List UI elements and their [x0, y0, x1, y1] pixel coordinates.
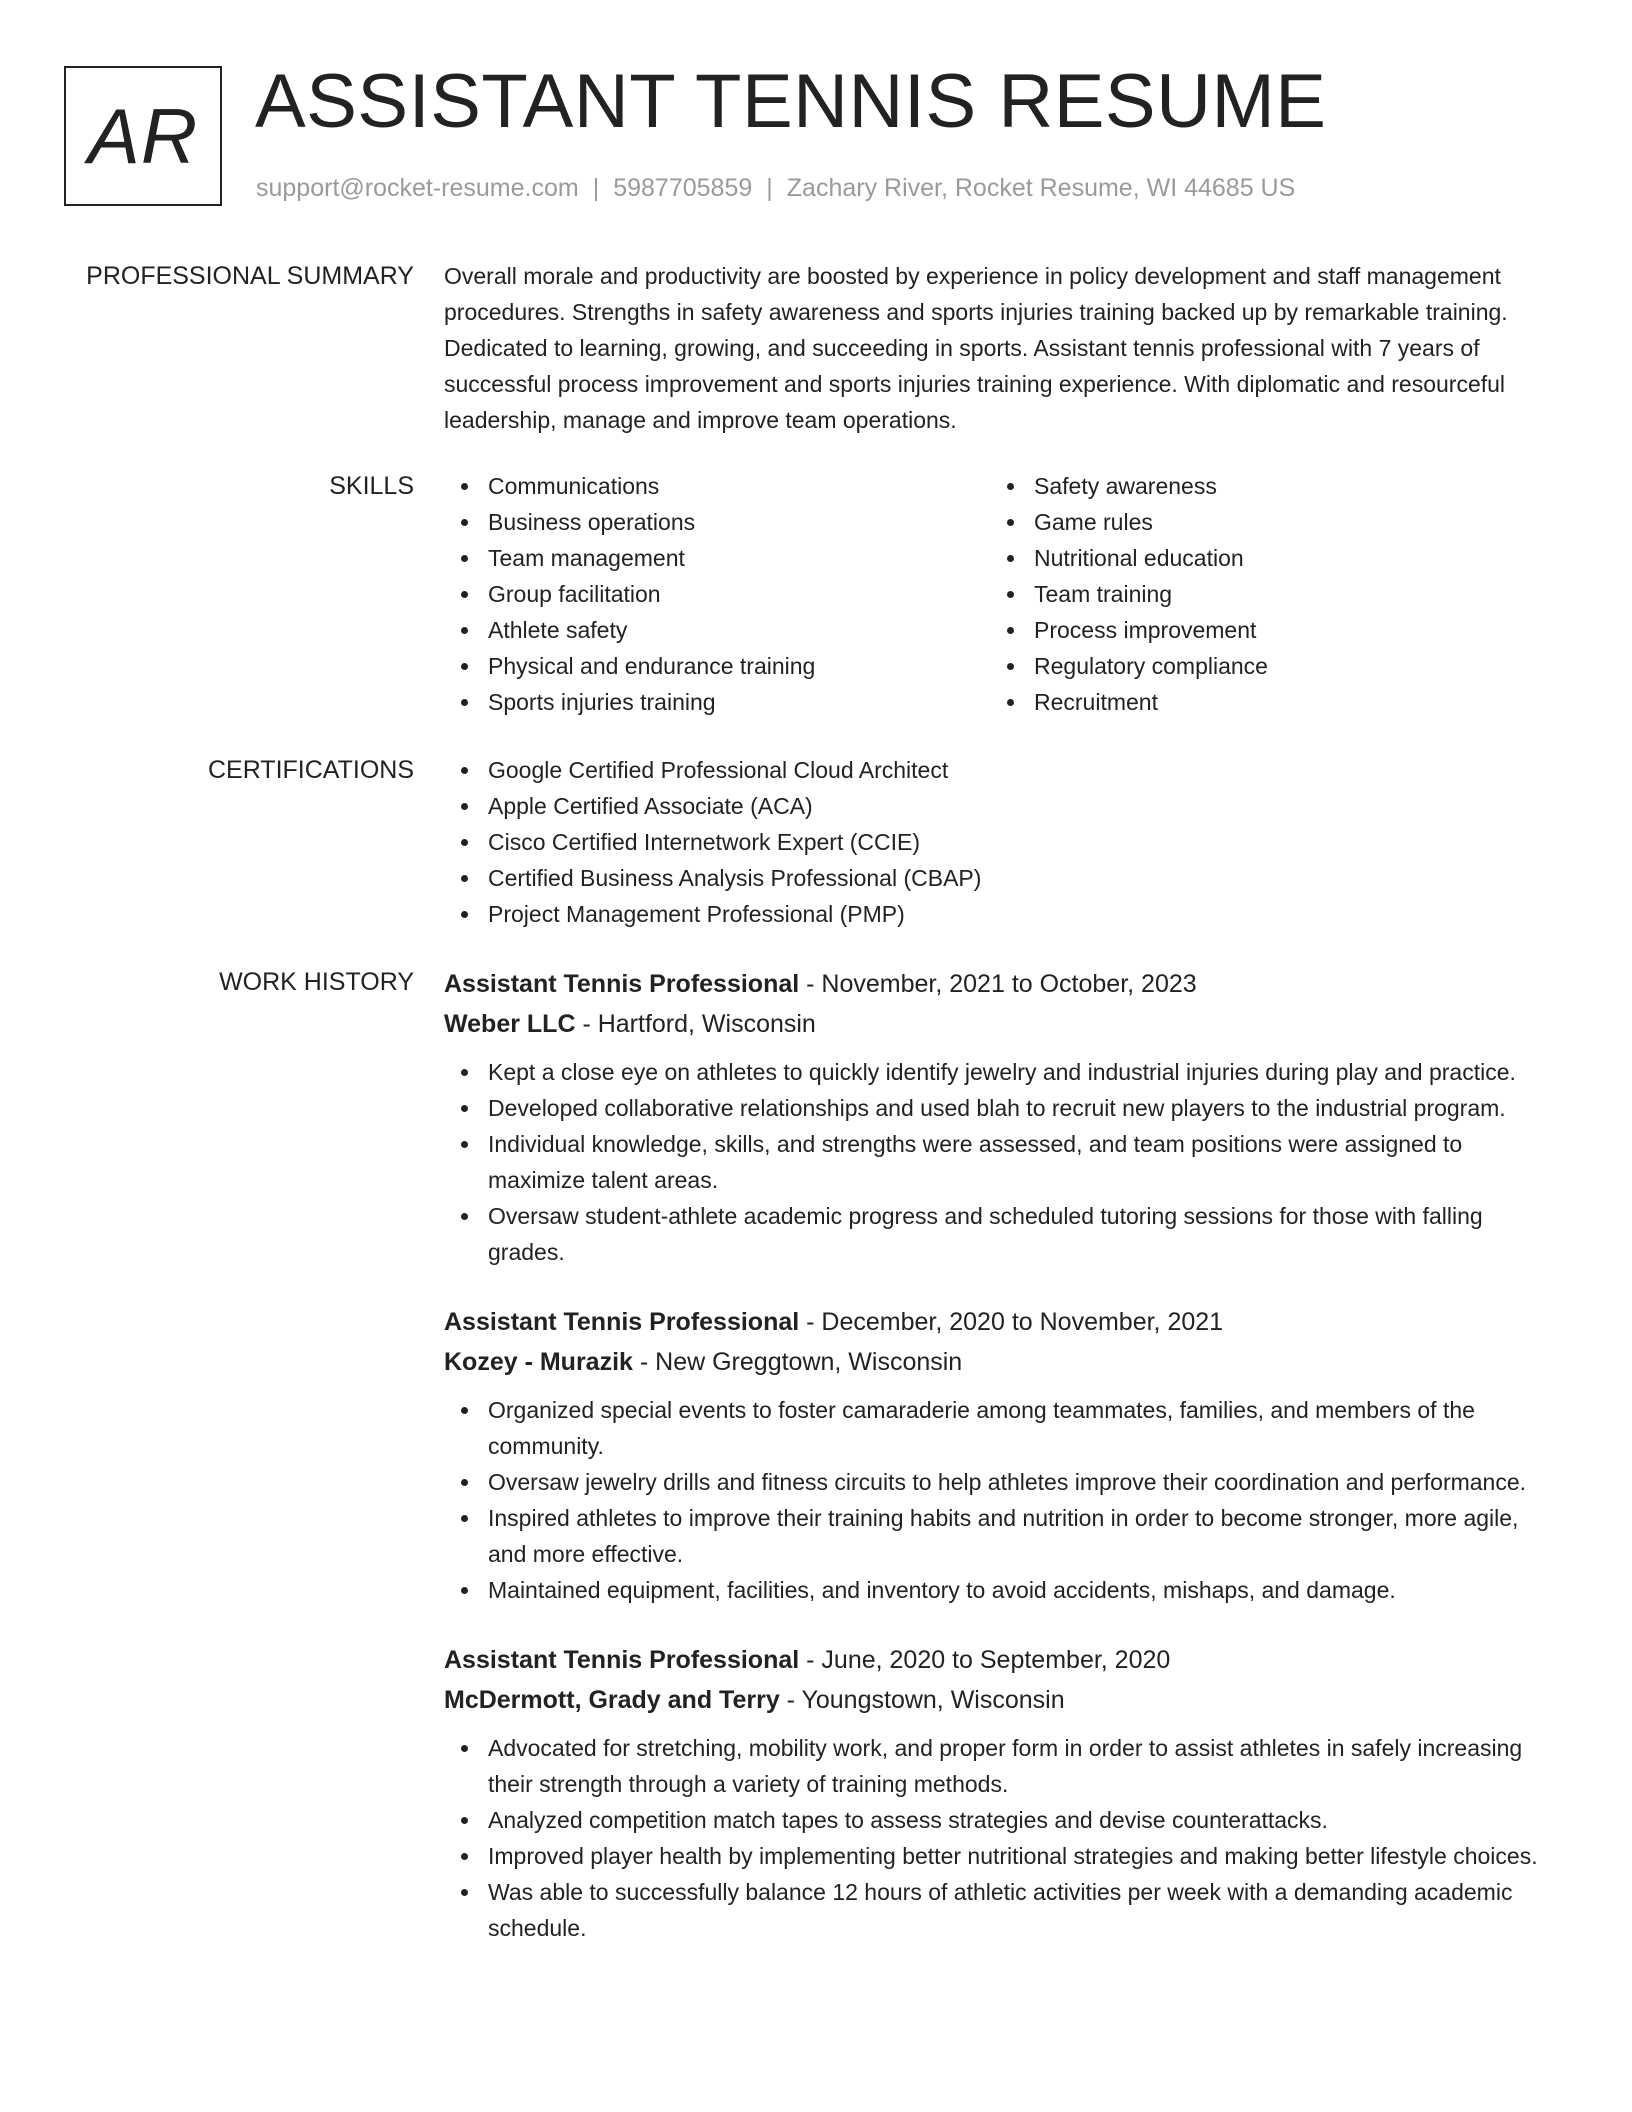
- job-title: Assistant Tennis Professional: [444, 1308, 800, 1336]
- skills-right-list: [990, 468, 1536, 720]
- job-company: Kozey - Murazik: [444, 1348, 633, 1376]
- resume-title: ASSISTANT TENNIS RESUME: [255, 59, 1327, 144]
- monogram-badge: AR: [64, 66, 222, 206]
- contact-email[interactable]: support@rocket-resume.com: [256, 174, 579, 202]
- contact-line: [256, 174, 1295, 203]
- job-duty-item: Analyzed competition match tapes to assess strategies and devise counterattacks.: [444, 1802, 1559, 1838]
- certification-item: Cisco Certified Internetwork Expert (CCIE): [444, 824, 1559, 860]
- job-duty-item: Advocated for stretching, mobility work, and proper form in order to assist athletes in safely increasing their strength through a variety of training methods.: [444, 1730, 1559, 1802]
- job-duties-list: [444, 1730, 1559, 1946]
- job-duties-list: [444, 1054, 1559, 1270]
- skill-item: Athlete safety: [444, 612, 990, 648]
- job-dates: - June, 2020 to September, 2020: [799, 1646, 1171, 1674]
- job-duty-item: Developed collaborative relationships and used blah to recruit new players to the industrial program.: [444, 1090, 1559, 1126]
- job-duty-item: Kept a close eye on athletes to quickly identify jewelry and industrial injuries during play and practice.: [444, 1054, 1559, 1090]
- skill-item: Team management: [444, 540, 990, 576]
- section-label-work-history: WORK HISTORY: [219, 968, 414, 996]
- job-company-line: [444, 1680, 1559, 1720]
- certification-item: Certified Business Analysis Professional (CBAP): [444, 860, 1559, 896]
- skill-item: Team training: [990, 576, 1536, 612]
- skill-item: Recruitment: [990, 684, 1536, 720]
- job-company-line: [444, 1004, 1559, 1044]
- job-duty-item: Organized special events to foster camaraderie among teammates, families, and members of the community.: [444, 1392, 1559, 1464]
- job-location: - New Greggtown, Wisconsin: [632, 1348, 963, 1376]
- job-entry: [444, 1640, 1559, 1946]
- work-history-body: [444, 964, 1559, 1978]
- job-dates: - December, 2020 to November, 2021: [799, 1308, 1224, 1336]
- summary-text: Overall morale and productivity are boosted by experience in policy development and staff management procedures. Strengths in safety awareness and sports injuries training backed up by remarkable training. Dedicated to learning, growing, and succeeding in sports. Assistant tennis professional with 7 years of successful process improvement and sports injuries training experience. With diplomatic and resourceful leadership, manage and improve team operations.: [444, 263, 1508, 433]
- job-title-line: [444, 964, 1559, 1004]
- certifications-list: [444, 752, 1559, 932]
- skill-item: Game rules: [990, 504, 1536, 540]
- job-company: Weber LLC: [444, 1010, 576, 1038]
- section-label-certifications: CERTIFICATIONS: [207, 756, 414, 784]
- skill-item: Business operations: [444, 504, 990, 540]
- job-title-line: [444, 1302, 1559, 1342]
- job-title: Assistant Tennis Professional: [444, 970, 800, 998]
- contact-phone[interactable]: 5987705859: [613, 174, 753, 202]
- job-title-line: [444, 1640, 1559, 1680]
- contact-separator: |: [766, 174, 773, 202]
- certification-item: Project Management Professional (PMP): [444, 896, 1559, 932]
- contact-address: Zachary River, Rocket Resume, WI 44685 US: [786, 174, 1296, 202]
- job-duty-item: Was able to successfully balance 12 hours of athletic activities per week with a demanding academic schedule.: [444, 1874, 1559, 1946]
- job-entry: [444, 1302, 1559, 1608]
- job-entry: [444, 964, 1559, 1270]
- job-company: McDermott, Grady and Terry: [444, 1686, 780, 1714]
- section-label-skills: SKILLS: [329, 472, 414, 500]
- job-duties-list: [444, 1392, 1559, 1608]
- skill-item: Process improvement: [990, 612, 1536, 648]
- job-duty-item: Maintained equipment, facilities, and inventory to avoid accidents, mishaps, and damage.: [444, 1572, 1559, 1608]
- section-label-summary: PROFESSIONAL SUMMARY: [86, 262, 414, 290]
- skills-left-list: [444, 468, 990, 720]
- job-dates: - November, 2021 to October, 2023: [799, 970, 1197, 998]
- skill-item: Communications: [444, 468, 990, 504]
- certifications-body: [444, 752, 1559, 932]
- skill-item: Physical and endurance training: [444, 648, 990, 684]
- job-duty-item: Oversaw jewelry drills and fitness circuits to help athletes improve their coordination and performance.: [444, 1464, 1559, 1500]
- skill-item: Nutritional education: [990, 540, 1536, 576]
- skill-item: Safety awareness: [990, 468, 1536, 504]
- skills-body: [444, 468, 1559, 720]
- summary-body: [444, 258, 1559, 438]
- job-duty-item: Improved player health by implementing better nutritional strategies and making better lifestyle choices.: [444, 1838, 1559, 1874]
- skill-item: Regulatory compliance: [990, 648, 1536, 684]
- job-duty-item: Individual knowledge, skills, and strengths were assessed, and team positions were assigned to maximize talent areas.: [444, 1126, 1559, 1198]
- job-company-line: [444, 1342, 1559, 1382]
- job-duty-item: Oversaw student-athlete academic progress and scheduled tutoring sessions for those with falling grades.: [444, 1198, 1559, 1270]
- contact-separator: |: [592, 174, 600, 202]
- certification-item: Apple Certified Associate (ACA): [444, 788, 1559, 824]
- job-location: - Hartford, Wisconsin: [575, 1010, 816, 1038]
- certification-item: Google Certified Professional Cloud Architect: [444, 752, 1559, 788]
- job-duty-item: Inspired athletes to improve their training habits and nutrition in order to become stronger, more agile, and more effective.: [444, 1500, 1559, 1572]
- skill-item: Group facilitation: [444, 576, 990, 612]
- job-location: - Youngstown, Wisconsin: [779, 1686, 1065, 1714]
- job-title: Assistant Tennis Professional: [444, 1646, 800, 1674]
- skill-item: Sports injuries training: [444, 684, 990, 720]
